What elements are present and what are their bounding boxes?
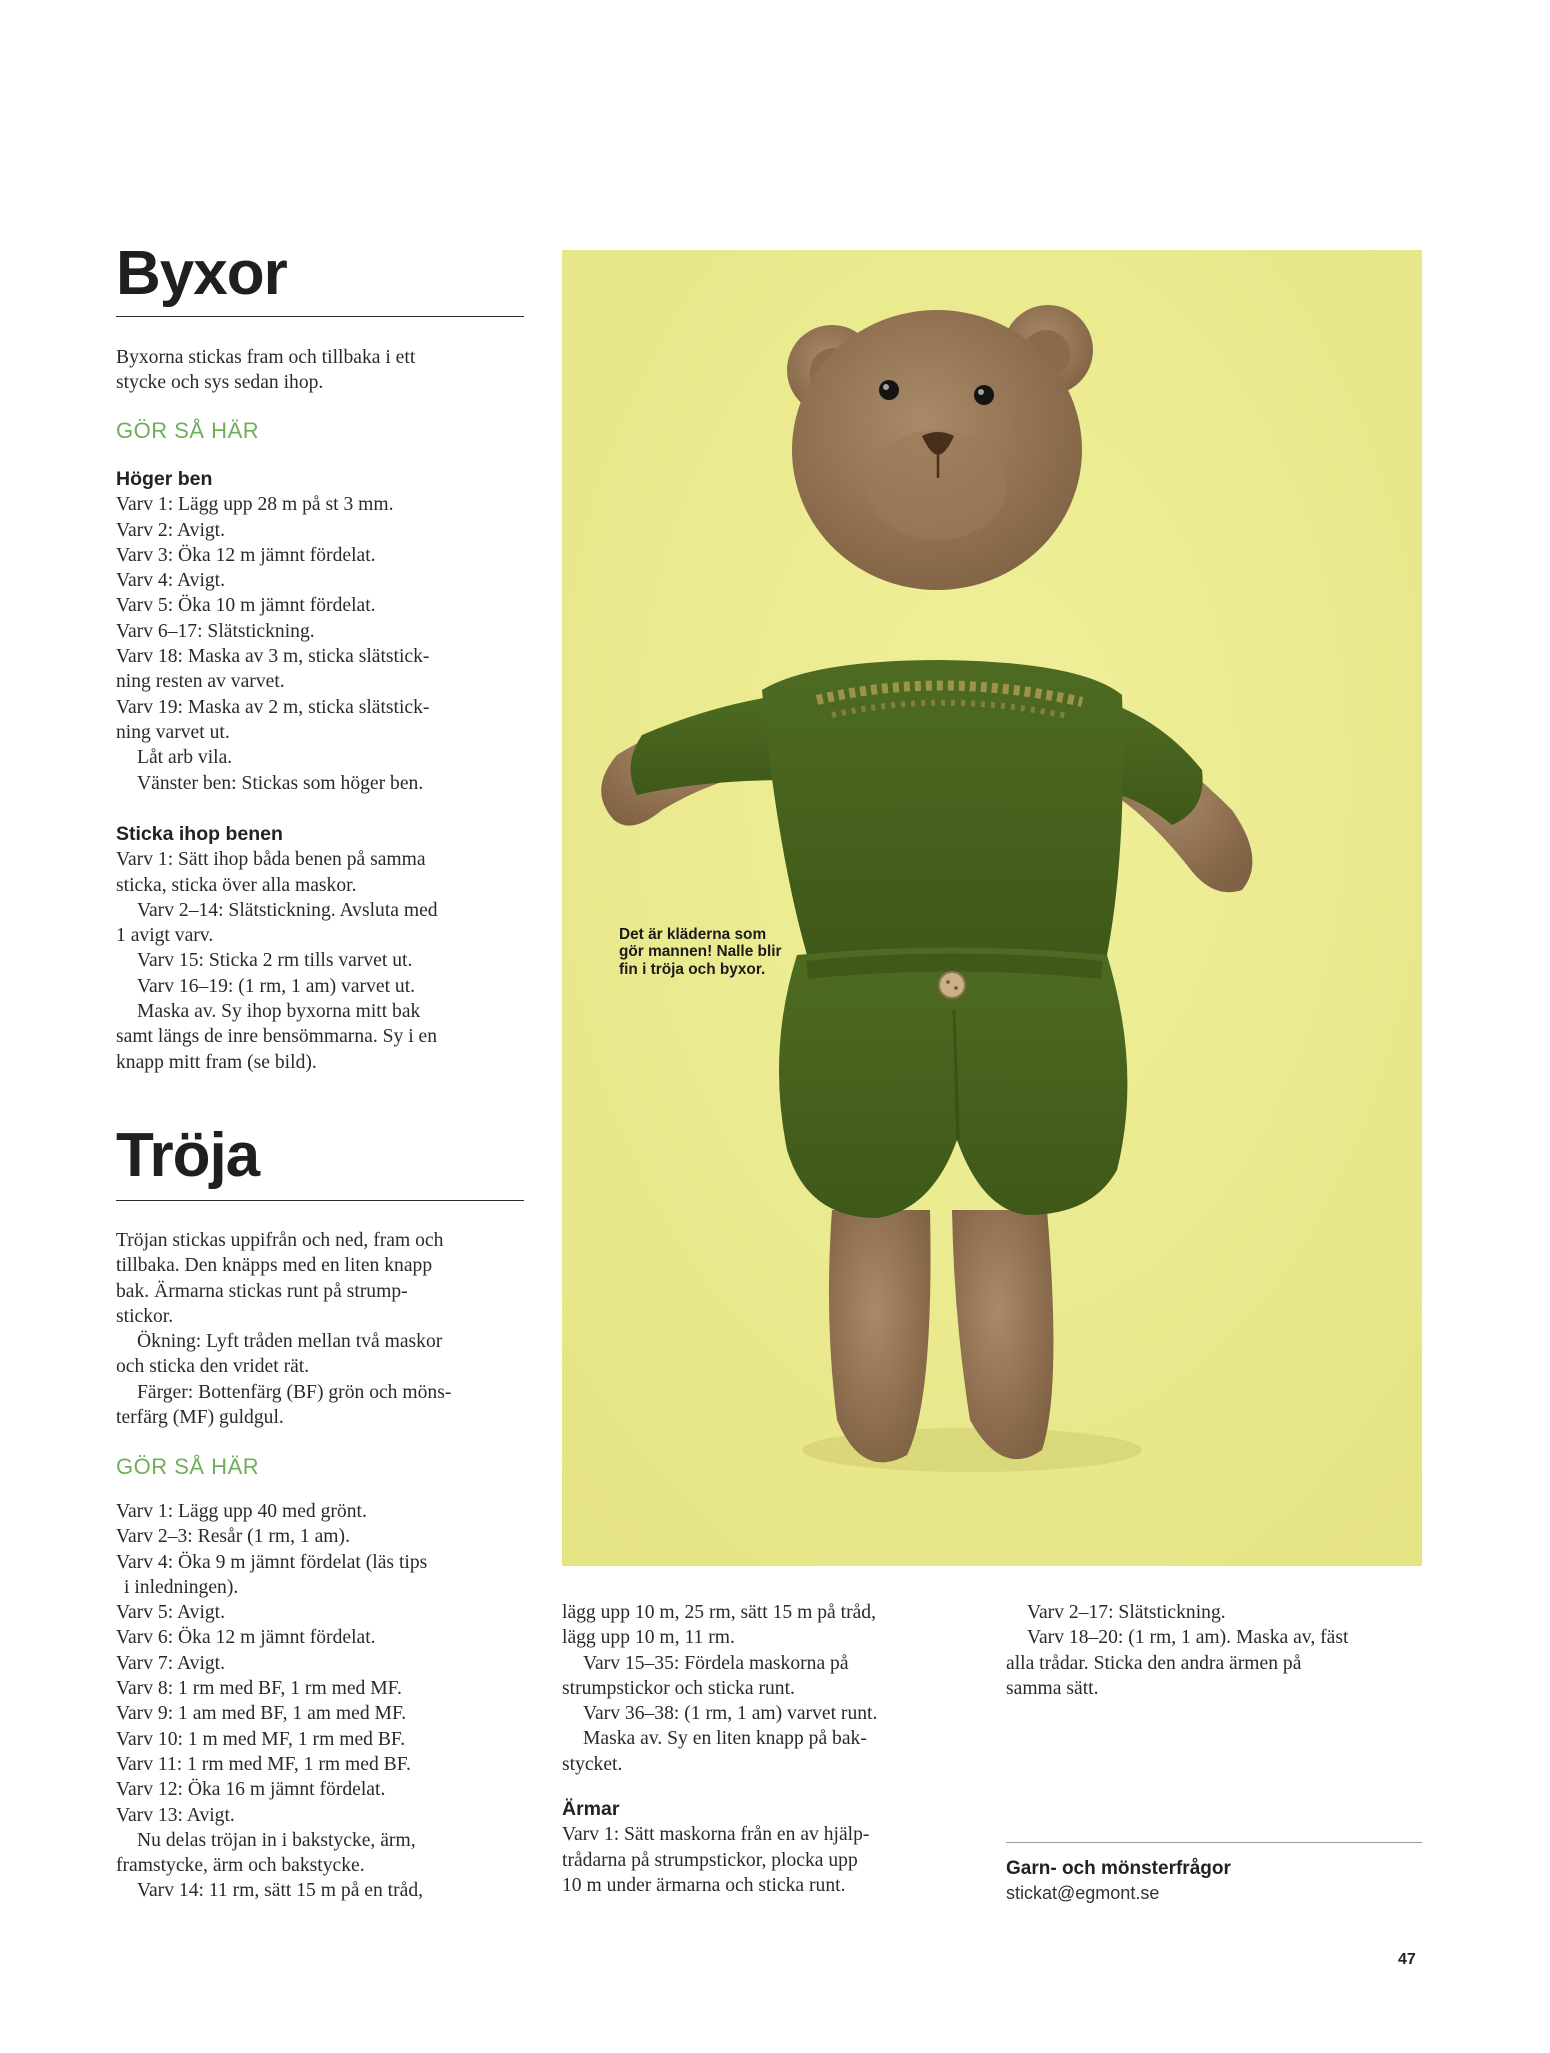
instruction-line: 1 avigt varv. <box>116 925 214 947</box>
instruction-line: strumpstickor och sticka runt. <box>562 1677 795 1699</box>
instruction-line: Varv 6–17: Slätstickning. <box>116 620 315 642</box>
byxor-heading-rule <box>116 316 524 317</box>
sticka-ihop-title: Sticka ihop benen <box>116 823 283 845</box>
contact-email[interactable]: stickat@egmont.se <box>1006 1882 1160 1903</box>
instruction-line: Låt arb vila. <box>137 747 233 769</box>
instruction-line: Vänster ben: Stickas som höger ben. <box>137 772 424 794</box>
caption-line: fin i tröja och byxor. <box>619 960 766 978</box>
intro-line: tillbaka. Den knäpps med en liten knapp <box>116 1255 433 1277</box>
intro-line: och sticka den vridet rät. <box>116 1356 310 1378</box>
instruction-line: Varv 19: Maska av 2 m, sticka slätstick- <box>116 696 430 718</box>
hoger-ben-section <box>116 467 546 796</box>
instruction-line: Varv 15–35: Fördela maskorna på <box>583 1652 849 1674</box>
intro-line: Tröjan stickas uppifrån och ned, fram och <box>116 1230 444 1251</box>
troja-heading: Tröja <box>116 1121 260 1190</box>
instruction-line: Varv 13: Avigt. <box>116 1804 235 1826</box>
photo-caption <box>619 926 819 978</box>
troja-col3-instructions <box>1006 1600 1426 1701</box>
instruction-line: Varv 6: Öka 12 m jämnt fördelat. <box>116 1627 376 1649</box>
byxor-intro: Byxorna stickas fram och tillbaka i ett stycke och sys sedan ihop. <box>116 347 416 394</box>
armar-title: Ärmar <box>562 1798 620 1820</box>
instruction-line: Varv 16–19: (1 rm, 1 am) varvet ut. <box>137 975 416 997</box>
instruction-line: Nu delas tröjan in i bakstycke, ärm, <box>137 1829 416 1851</box>
instruction-line: Varv 2–17: Slätstickning. <box>1027 1602 1226 1623</box>
hoger-ben-instructions <box>116 492 546 796</box>
instruction-line: Varv 36–38: (1 rm, 1 am) varvet runt. <box>583 1703 878 1725</box>
intro-line: stickor. <box>116 1305 174 1327</box>
teddy-bear-photo <box>562 250 1422 1566</box>
instruction-line: trådarna på strumpstickor, plocka upp <box>562 1849 858 1871</box>
instruction-line: Varv 18: Maska av 3 m, sticka slätstick- <box>116 646 430 668</box>
instruction-line: sticka, sticka över alla maskor. <box>116 874 357 896</box>
instruction-line: lägg upp 10 m, 11 rm. <box>562 1627 735 1649</box>
sticka-ihop-section <box>116 822 546 1075</box>
instruction-line: Varv 2–3: Resår (1 rm, 1 am). <box>116 1526 350 1548</box>
instruction-line: Varv 1: Sätt ihop båda benen på samma <box>116 849 426 871</box>
intro-line: bak. Ärmarna stickas runt på strump- <box>116 1280 408 1302</box>
contact-rule <box>1006 1842 1422 1843</box>
instruction-line: Maska av. Sy ihop byxorna mitt bak <box>137 1001 421 1023</box>
instruction-line: stycket. <box>562 1753 623 1775</box>
instruction-line: samt längs de inre bensömmarna. Sy i en <box>116 1026 438 1048</box>
instruction-line: 10 m under ärmarna och sticka runt. <box>562 1874 846 1896</box>
instruction-line: i inledningen). <box>124 1576 239 1598</box>
instruction-line: Varv 10: 1 m med MF, 1 rm med BF. <box>116 1728 406 1750</box>
instruction-line: Varv 14: 11 rm, sätt 15 m på en tråd, <box>137 1880 424 1902</box>
instruction-line: alla trådar. Sticka den andra ärmen på <box>1006 1652 1302 1674</box>
instruction-line: Varv 4: Öka 9 m jämnt fördelat (läs tips <box>116 1551 428 1573</box>
byxor-how-to: GÖR SÅ HÄR <box>116 418 260 443</box>
instruction-line: ning resten av varvet. <box>116 671 285 693</box>
troja-how-to: GÖR SÅ HÄR <box>116 1454 260 1479</box>
instruction-line: ning varvet ut. <box>116 721 230 743</box>
contact-box <box>1006 1857 1422 1905</box>
instruction-line: framstycke, ärm och bakstycke. <box>116 1855 365 1877</box>
troja-intro <box>116 1228 546 1430</box>
intro-line: Färger: Bottenfärg (BF) grön och möns- <box>137 1381 452 1403</box>
byxor-intro-block <box>116 345 536 396</box>
troja-col2-instructions <box>562 1600 982 1777</box>
troja-col1-instructions <box>116 1499 546 1904</box>
instruction-line: Varv 3: Öka 12 m jämnt fördelat. <box>116 544 376 566</box>
instruction-line: samma sätt. <box>1006 1677 1099 1699</box>
intro-line: Ökning: Lyft tråden mellan två maskor <box>137 1331 443 1353</box>
armar-instructions <box>562 1822 982 1898</box>
instruction-line: Varv 15: Sticka 2 rm tills varvet ut. <box>137 950 413 972</box>
sticka-ihop-instructions <box>116 847 546 1075</box>
instruction-line: Varv 18–20: (1 rm, 1 am). Maska av, fäst <box>1027 1627 1349 1649</box>
instruction-line: Varv 11: 1 rm med MF, 1 rm med BF. <box>116 1753 411 1775</box>
byxor-heading: Byxor <box>116 239 287 308</box>
instruction-line: lägg upp 10 m, 25 rm, sätt 15 m på tråd, <box>562 1602 876 1623</box>
instruction-line: Varv 12: Öka 16 m jämnt fördelat. <box>116 1779 386 1801</box>
teddy-bear-illustration <box>562 250 1422 1566</box>
instruction-line: Varv 1: Lägg upp 28 m på st 3 mm. <box>116 494 394 516</box>
instruction-line: Varv 2: Avigt. <box>116 519 226 541</box>
page-number: 47 <box>1398 1951 1416 1968</box>
intro-line: terfärg (MF) guldgul. <box>116 1407 284 1429</box>
instruction-line: Maska av. Sy en liten knapp på bak- <box>583 1728 867 1750</box>
armar-section <box>562 1797 982 1898</box>
instruction-line: Varv 5: Öka 10 m jämnt fördelat. <box>116 595 376 617</box>
instruction-line: Varv 5: Avigt. <box>116 1602 226 1624</box>
troja-heading-rule <box>116 1200 524 1201</box>
instruction-line: Varv 1: Lägg upp 40 med grönt. <box>116 1501 367 1522</box>
instruction-line: Varv 4: Avigt. <box>116 570 226 592</box>
instruction-line: Varv 8: 1 rm med BF, 1 rm med MF. <box>116 1678 402 1700</box>
instruction-line: knapp mitt fram (se bild). <box>116 1051 317 1073</box>
hoger-ben-title: Höger ben <box>116 468 213 490</box>
contact-title: Garn- och mönsterfrågor <box>1006 1858 1231 1879</box>
instruction-line: Varv 2–14: Slätstickning. Avsluta med <box>137 899 438 921</box>
instruction-line: Varv 1: Sätt maskorna från en av hjälp- <box>562 1824 870 1846</box>
caption-line: gör mannen! Nalle blir <box>619 943 782 961</box>
instruction-line: Varv 7: Avigt. <box>116 1652 226 1674</box>
instruction-line: Varv 9: 1 am med BF, 1 am med MF. <box>116 1703 407 1725</box>
caption-line: Det är kläderna som <box>619 926 767 943</box>
